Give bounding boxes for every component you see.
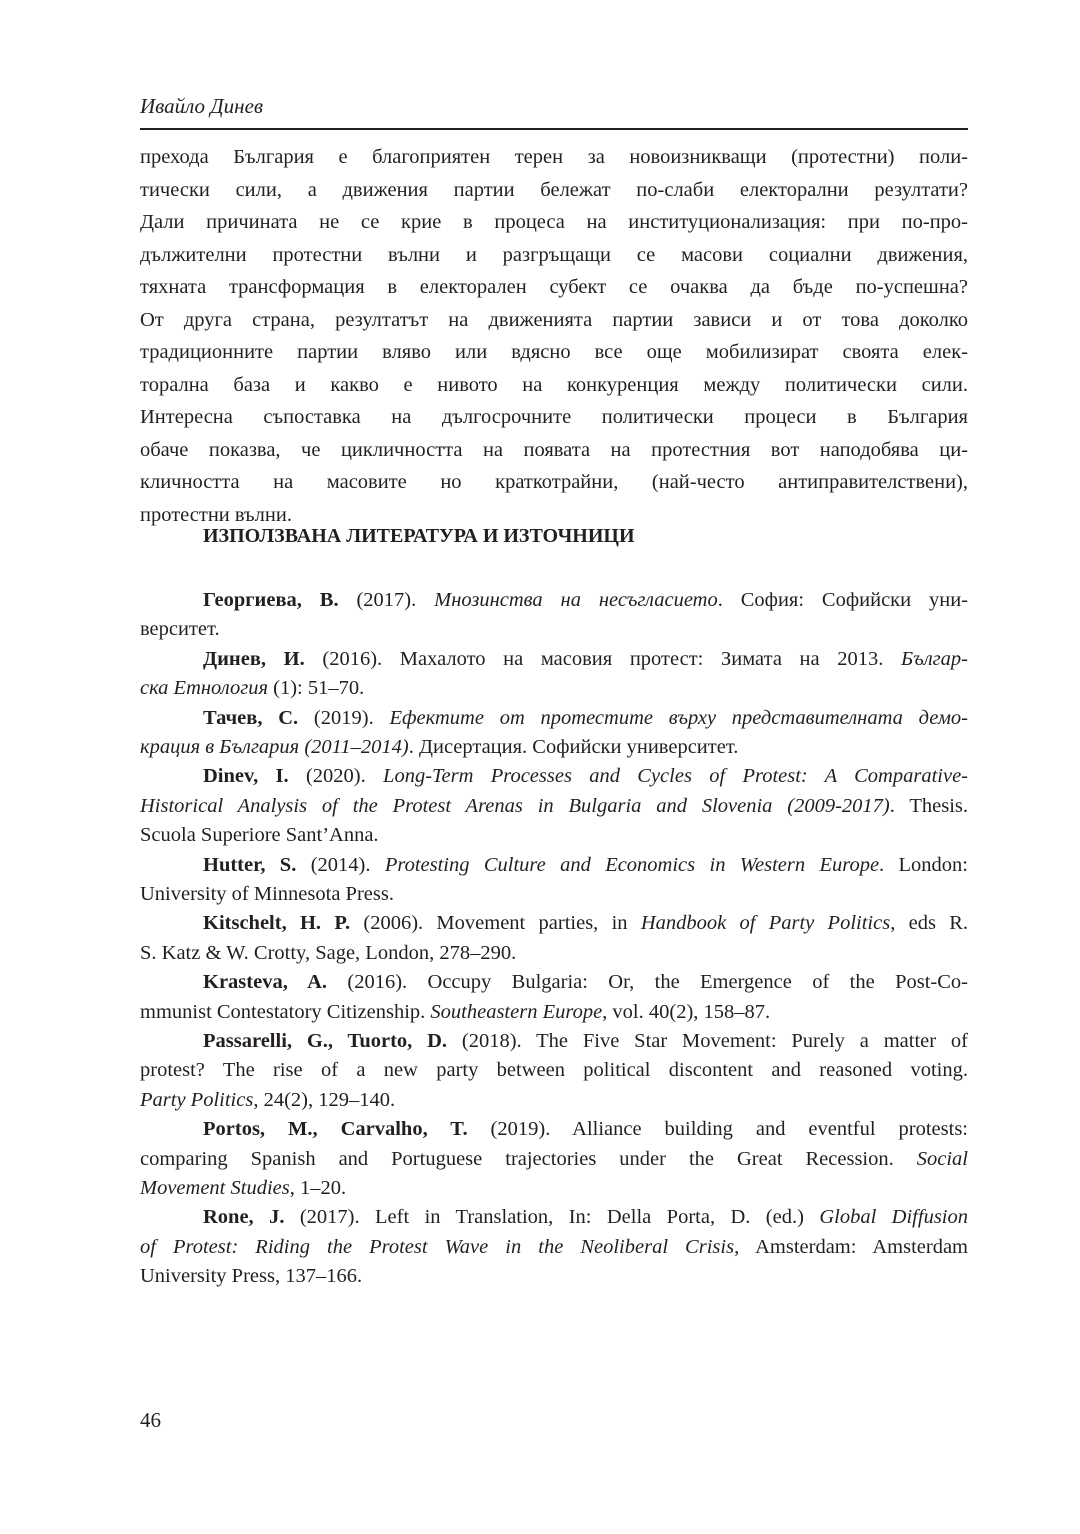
reference-title: Southeastern Europe: [430, 1000, 603, 1023]
reference-text: . Дисертация. Софийски университет.: [408, 736, 739, 758]
reference-text: (2017). Left in Translation, In: Della Porta, D. (ed.): [284, 1206, 820, 1229]
body-line: кличността на масовите но краткотрайни, (най-често антиправителствени),: [140, 471, 968, 493]
body-line: Интересна съпоставка на дългосрочните политически процеси в България: [140, 406, 968, 428]
reference-title: Мнозинства на несъгласието: [434, 589, 718, 611]
reference-text: верситет.: [140, 618, 220, 641]
reference-text: S. Katz & W. Crotty, Sage, London, 278–290.: [140, 941, 517, 964]
reference-author: Hutter, S.: [203, 853, 297, 876]
reference-title: Social: [916, 1147, 968, 1170]
reference-author: Portos, M., Carvalho, T.: [203, 1118, 468, 1141]
reference-line: [140, 1175, 968, 1201]
reference-title: Handbook of Party Politics: [640, 912, 891, 935]
reference-author: Dinev, I.: [203, 765, 289, 788]
reference-line: [203, 646, 968, 672]
body-line: прехода България е благоприятен терен за новоизникващи (протестни) поли-: [140, 146, 968, 168]
body-line: обаче показва, че цикличността на появата на протестния вот наподобява ци-: [140, 438, 968, 461]
reference-line: [140, 1263, 968, 1289]
reference-text: (2020).: [288, 765, 384, 788]
reference-line: [140, 940, 968, 966]
reference-text: University Press, 137–166.: [140, 1265, 363, 1288]
reference-text: , 1–20.: [289, 1177, 347, 1199]
reference-line: [140, 1057, 968, 1083]
reference-line: [140, 881, 968, 907]
reference-line: [203, 763, 968, 789]
body-line: От друга страна, резултатът на движенията партии зависи и от това доколко: [140, 308, 968, 331]
body-line: традиционните партии вляво или вдясно все още мобилизират своята елек-: [140, 341, 968, 363]
reference-author: Динев, И.: [203, 647, 305, 670]
reference-text: (1): 51–70.: [268, 677, 365, 700]
reference-text: , Amsterdam: Amsterdam: [734, 1235, 968, 1258]
reference-title: Party Politics: [140, 1088, 254, 1111]
reference-text: (2014).: [296, 853, 385, 876]
reference-line: [203, 1028, 968, 1054]
reference-title: ска Етнология: [140, 677, 269, 700]
reference-title: Global Diffusion: [819, 1206, 968, 1229]
body-line: протестни вълни.: [140, 503, 292, 526]
reference-line: [140, 1146, 968, 1172]
reference-text: , 24(2), 129–140.: [253, 1088, 396, 1111]
reference-line: [140, 822, 968, 848]
reference-text: , vol. 40(2), 158–87.: [602, 1000, 771, 1023]
reference-title: Historical Analysis of the Protest Arenas in Bulgaria and Slovenia (2009-2017): [140, 794, 890, 817]
reference-title: Българ-: [901, 647, 969, 670]
reference-line: [140, 999, 968, 1025]
body-line: тяхната трансформация в електорален субект се очаква да бъде по-успешна?: [140, 276, 968, 298]
references-heading: ИЗПОЛЗВАНА ЛИТЕРАТУРА И ИЗТОЧНИЦИ: [203, 525, 635, 547]
reference-text: (2019). Alliance building and eventful protests:: [467, 1118, 969, 1141]
body-line: тически сили, а движения партии бележат по-слаби електорални резултати?: [140, 178, 968, 201]
body-line: торална база и какво е нивото на конкуренция между политически сили.: [140, 373, 968, 396]
reference-text: comparing Spanish and Portuguese trajectories under the Great Recession.: [140, 1147, 917, 1170]
reference-text: (2017).: [338, 589, 435, 611]
reference-line: [140, 734, 968, 760]
reference-author: Passarelli, G., Tuorto, D.: [203, 1030, 448, 1052]
reference-title: Movement Studies: [140, 1177, 290, 1199]
reference-line: [140, 675, 968, 701]
reference-line: [140, 1234, 968, 1260]
reference-text: . London:: [879, 853, 968, 876]
reference-line: [203, 910, 968, 936]
reference-text: . София: Софийски уни-: [717, 589, 968, 611]
reference-title: Long-Term Processes and Cycles of Protest: A Comparative-: [383, 765, 969, 788]
reference-line: [203, 969, 968, 995]
page-number: 46: [140, 1408, 161, 1432]
reference-text: mmunist Contestatory Citizenship.: [140, 1000, 431, 1023]
reference-text: Scuola Superiore Sant’Anna.: [140, 824, 379, 847]
reference-title: Protesting Culture and Economics in Western Europe: [384, 853, 880, 876]
body-line: дължителни протестни вълни и разгръщащи се масови социални движения,: [140, 243, 968, 266]
reference-line: [140, 793, 968, 819]
reference-line: [140, 616, 968, 642]
reference-author: Krasteva, A.: [203, 971, 327, 994]
reference-author: Rone, J.: [203, 1206, 285, 1229]
reference-text: (2018). The Five Star Movement: Purely a matter of: [447, 1030, 968, 1052]
reference-title: Ефектите от протестите върху представителната демо-: [389, 706, 969, 729]
body-line: Дали причината не се крие в процеса на институционализация: при по-про-: [140, 211, 968, 233]
reference-text: (2019).: [298, 706, 390, 729]
reference-author: Георгиева, В.: [203, 589, 339, 611]
reference-text: , eds R.: [890, 912, 968, 935]
reference-title: крация в България (2011–2014): [140, 736, 409, 758]
running-head-author: Ивайло Динев: [140, 94, 264, 118]
reference-line: [203, 1204, 968, 1230]
reference-text: . Thesis.: [889, 794, 968, 817]
reference-text: University of Minnesota Press.: [140, 883, 394, 905]
reference-line: [203, 852, 968, 878]
reference-line: [203, 587, 968, 613]
reference-line: [203, 1116, 968, 1142]
reference-author: Kitschelt, H. P.: [203, 912, 351, 935]
reference-author: Тачев, С.: [203, 706, 299, 729]
reference-line: [203, 705, 968, 731]
reference-title: of Protest: Riding the Protest Wave in the Neoliberal Crisis: [140, 1235, 735, 1258]
reference-text: (2016). Махалото на масовия протест: Зимата на 2013.: [304, 647, 902, 670]
reference-line: [140, 1087, 968, 1113]
reference-text: (2016). Occupy Bulgaria: Or, the Emergence of the Post-Co-: [327, 971, 968, 994]
reference-text: protest? The rise of a new party between political discontent and reasoned voting.: [140, 1059, 968, 1082]
header-rule: [140, 128, 968, 130]
reference-text: (2006). Movement parties, in: [350, 912, 641, 935]
